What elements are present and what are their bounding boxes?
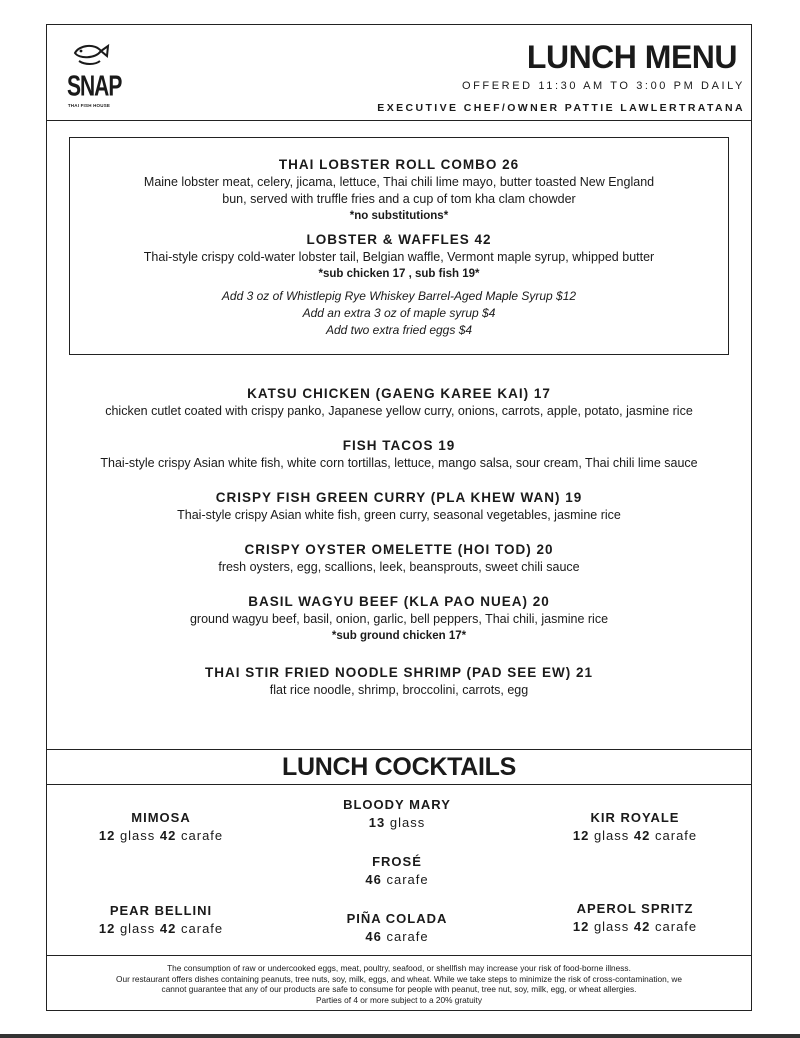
- cocktail-pear-bellini: [61, 902, 261, 938]
- cocktails-title: LUNCH COCKTAILS: [47, 749, 751, 785]
- featured-item-desc: bun, served with truffle fries and a cup of tom kha clam chowder: [222, 192, 576, 206]
- menu-item-desc: ground wagyu beef, basil, onion, garlic, bell peppers, Thai chili, jasmine rice: [189, 612, 609, 626]
- cocktail-name: MIMOSA: [131, 810, 191, 825]
- menu-item-desc: Thai-style crispy Asian white fish, white corn tortillas, lettuce, mango salsa, sour cream, Thai chili lime sauce: [100, 456, 698, 470]
- footer-line: Parties of 4 or more subject to a 20% gratuity: [315, 994, 483, 1005]
- page-edge-divider: [0, 1034, 800, 1038]
- cocktail-name: APEROL SPRITZ: [576, 901, 694, 916]
- addon-option: Add an extra 3 oz of maple syrup $4: [302, 306, 496, 320]
- cocktail-price: 12 glass 42 carafe: [98, 828, 224, 843]
- menu-item-desc: flat rice noodle, shrimp, broccolini, carrots, egg: [269, 683, 529, 697]
- featured-item-note: *no substitutions*: [349, 210, 449, 222]
- menu-item: [47, 541, 751, 576]
- cocktail-price: 12 glass 42 carafe: [98, 921, 224, 936]
- menu-item-desc: chicken cutlet coated with crispy panko, Japanese yellow curry, onions, carrots, apple, potato, jasmine rice: [105, 404, 693, 418]
- chef-credit: EXECUTIVE CHEF/OWNER PATTIE LAWLERTRATANA: [377, 102, 745, 114]
- logo-subtext: THAI FISH HOUSE: [67, 103, 111, 108]
- cocktail-kir-royale: [535, 809, 735, 845]
- cocktail-aperol-spritz: [535, 900, 735, 936]
- cocktail-bloody-mary: [297, 796, 497, 832]
- cocktail-name: BLOODY MARY: [343, 797, 451, 812]
- cocktail-name: PIÑA COLADA: [346, 911, 448, 926]
- menu-item: [47, 437, 751, 472]
- cocktail-name: FROSÉ: [372, 854, 422, 869]
- cocktail-price: 46 carafe: [365, 929, 429, 944]
- cocktail-price: 46 carafe: [365, 872, 429, 887]
- menu-item: [47, 489, 751, 524]
- logo-wordmark: SNAP: [67, 71, 122, 103]
- featured-item-desc: Maine lobster meat, celery, jicama, lettuce, Thai chili lime mayo, butter toasted New England: [143, 175, 655, 189]
- menu-page: [46, 24, 752, 1011]
- menu-item-name: CRISPY FISH GREEN CURRY (PLA KHEW WAN) 19: [215, 490, 583, 505]
- footer-line: cannot guarantee that any of our products are safe to consume for people with peanut, tree nut, soy, milk, egg, or wheat allergies.: [161, 984, 637, 994]
- menu-item-desc: fresh oysters, egg, scallions, leek, beansprouts, sweet chili sauce: [218, 560, 580, 574]
- featured-item-note: *sub chicken 17 , sub fish 19*: [318, 268, 480, 280]
- menu-header: [47, 25, 751, 121]
- addon-option: Add 3 oz of Whistlepig Rye Whiskey Barrel-Aged Maple Syrup $12: [221, 289, 577, 303]
- featured-item-name: LOBSTER & WAFFLES 42: [306, 232, 492, 247]
- menu-item: [47, 385, 751, 420]
- legal-footer: [47, 955, 751, 1011]
- addon-option: Add two extra fried eggs $4: [325, 323, 473, 337]
- menu-item: [47, 593, 751, 644]
- menu-item-name: FISH TACOS 19: [342, 438, 456, 453]
- menu-item-name: KATSU CHICKEN (GAENG KAREE KAI) 17: [247, 386, 551, 401]
- service-hours: OFFERED 11:30 AM TO 3:00 PM DAILY: [461, 80, 745, 92]
- menu-item-desc: Thai-style crispy Asian white fish, green curry, seasonal vegetables, jasmine rice: [177, 508, 621, 522]
- menu-item-name: CRISPY OYSTER OMELETTE (HOI TOD) 20: [244, 542, 554, 557]
- footer-line: The consumption of raw or undercooked eggs, meat, poultry, seafood, or shellfish may increase your risk of food-borne illness.: [167, 963, 631, 973]
- menu-items-list: [47, 385, 751, 716]
- restaurant-logo: [67, 39, 122, 111]
- cocktail-mimosa: [61, 809, 261, 845]
- cocktail-frose: [297, 853, 497, 889]
- menu-item-name: BASIL WAGYU BEEF (KLA PAO NUEA) 20: [248, 594, 550, 609]
- featured-box: [69, 137, 729, 355]
- cocktail-pina-colada: [297, 910, 497, 946]
- page-title: LUNCH MENU: [526, 39, 737, 75]
- featured-item-name: THAI LOBSTER ROLL COMBO 26: [278, 157, 520, 172]
- fish-icon: [67, 39, 111, 71]
- menu-item-name: THAI STIR FRIED NOODLE SHRIMP (PAD SEE EW) 21: [204, 665, 594, 680]
- cocktail-name: PEAR BELLINI: [109, 903, 213, 918]
- cocktail-price: 13 glass: [368, 815, 426, 830]
- cocktail-price: 12 glass 42 carafe: [572, 919, 698, 934]
- cocktail-name: KIR ROYALE: [590, 810, 680, 825]
- footer-line: Our restaurant offers dishes containing peanuts, tree nuts, soy, milk, eggs, and wheat. While we take steps to minimize the risk of cross-contamination, we: [116, 973, 682, 984]
- cocktail-price: 12 glass 42 carafe: [572, 828, 698, 843]
- featured-item-desc: Thai-style crispy cold-water lobster tail, Belgian waffle, Vermont maple syrup, whipped butter: [143, 250, 655, 264]
- menu-item-note: *sub ground chicken 17*: [331, 630, 467, 642]
- menu-item: [47, 664, 751, 699]
